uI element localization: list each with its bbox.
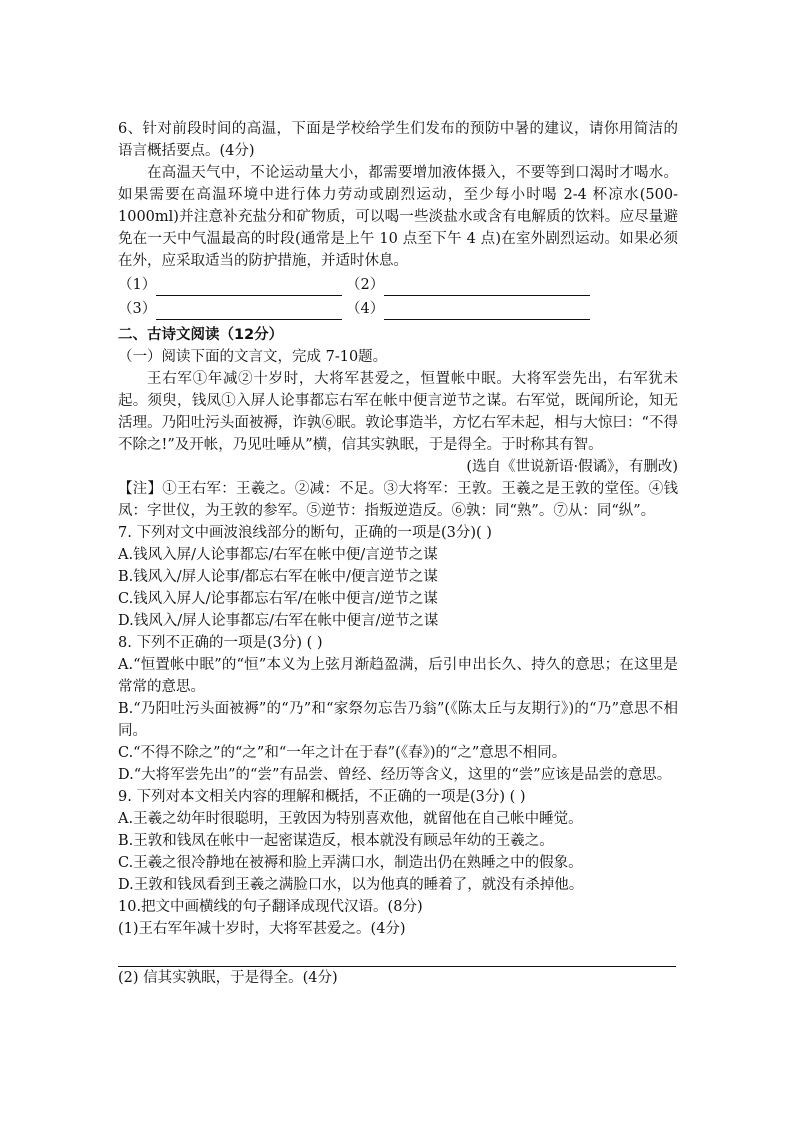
q8-option-a[interactable]: A.“恒置帐中眠”的“恒”本义为上弦月渐趋盈满，后引申出长久、持久的意思；在这里是常常的意思。 [118, 657, 678, 695]
q8-option-b[interactable]: B.“乃阳吐污头面被褥”的“乃”和“家祭勿忘告乃翁”(《陈太丘与友期行》)的“乃”意思不相同。 [118, 701, 678, 739]
q9-option-c[interactable]: C.王羲之很冷静地在被褥和脸上弄满口水，制造出仍在熟睡之中的假象。 [118, 855, 583, 871]
q8-option-c[interactable]: C.“不得不除之”的“之”和“一年之计在于春”(《春》)的“之”意思不相同。 [118, 745, 567, 761]
answer-blank-3[interactable] [156, 303, 342, 320]
q10-part-1: (1)王右军年减十岁时，大将军甚爱之。(4分) [118, 921, 406, 937]
q6-passage: 在高温天气中，不论运动量大小，都需要增加液体摄入，不要等到口渴时才喝水。如果需要在高温环境中进行体力劳动或剧烈运动，至少每小时喝 2-4 杯凉水(500-1000ml)并注意补充盐分和矿物质，可以喝一些淡盐水或含有电解质的饮料。应尽量避免在一天中气温最高的时段(通常是上午 10 点至下午 4 点)在室外剧烈运动。如果必须在外，应采取适当的防护措施，并适时休息。 [118, 165, 678, 269]
blank-label-2: （2） [346, 277, 385, 293]
q9-option-d[interactable]: D.王敦和钱凤看到王羲之满脸口水，以为他真的睡着了，就没有杀掉他。 [118, 877, 584, 893]
blank-label-3: （3） [118, 301, 157, 317]
section-heading: 二、古诗文阅读（12分） [118, 327, 284, 343]
q8-option-d[interactable]: D.“大将军尝先出”的“尝”有品尝、曾经、经历等含义，这里的“尝”应该是品尝的意思。 [118, 767, 672, 783]
blank-label-4: （4） [346, 301, 385, 317]
q9-stem: 9. 下列对本文相关内容的理解和概括，不正确的一项是(3分) ( ) [118, 789, 526, 805]
passage-source: (选自《世说新语·假谲》，有删改) [466, 459, 678, 475]
q10-stem: 10.把文中画横线的句子翻译成现代汉语。(8分) [118, 899, 423, 915]
q10-part-2: (2) 信其实孰眠，于是得全。(4分) [118, 970, 338, 986]
q7-stem: 7. 下列对文中画波浪线部分的断句，正确的一项是(3分)( ) [118, 525, 492, 541]
q7-option-d[interactable]: D.钱风入/屏人论事都忘/右军在帐中便言/逆节之谋 [118, 613, 439, 629]
q9-option-b[interactable]: B.王敦和钱凤在帐中一起密谋造反，根本就没有顾忌年幼的王羲之。 [118, 833, 554, 849]
classical-passage: 王右军①年减②十岁时，大将军甚爱之，恒置帐中眠。大将军尝先出，右军犹未起。须臾，钱凤①入屏人论事都忘右军在帐中便言逆节之谋。右军觉，既闻所论，知无活理。乃阳吐污头面被褥，诈孰⑥眠。敦论事造半，方忆右军未起，相与大惊曰：“不得不除之!”及开帐，乃见吐唾从”横，信其实孰眠，于是得全。于时称其有智。 [118, 371, 678, 453]
q10-answer-line-1[interactable] [118, 940, 676, 967]
q6-title: 6、针对前段时间的高温，下面是学校给学生们发布的预防中暑的建议，请你用简洁的语言概括要点。(4分) [118, 121, 678, 159]
q9-option-a[interactable]: A.王羲之幼年时很聪明，王敦因为特别喜欢他，就留他在自己帐中睡觉。 [118, 811, 583, 827]
q7-option-a[interactable]: A.钱风入屏/人论事都忘/右军在帐中便/言逆节之谋 [118, 547, 438, 563]
blank-label-1: （1） [118, 277, 157, 293]
q8-stem: 8. 下列不正确的一项是(3分) ( ) [118, 635, 323, 651]
section-subheading: （一）阅读下面的文言文，完成 7-10题。 [118, 349, 388, 365]
q6-blank-row-1 [118, 272, 678, 296]
q7-option-c[interactable]: C.钱风入屏人/论事都忘右军/在帐中便言/逆节之谋 [118, 591, 438, 607]
answer-blank-4[interactable] [384, 303, 590, 320]
answer-blank-2[interactable] [384, 279, 590, 296]
exam-page [118, 118, 678, 989]
answer-blank-1[interactable] [156, 279, 342, 296]
passage-note: 【注】①王右军：王羲之。②减：不足。③大将军：王敦。王羲之是王敦的堂侄。④钱凤：字世仪，为王敦的参军。⑤逆节：指叛逆造反。⑥孰：同“熟”。⑦从：同“纵”。 [118, 481, 678, 519]
q7-option-b[interactable]: B.钱风入/屏人论事/都忘右军在帐中/便言逆节之谋 [118, 569, 438, 585]
q6-blank-row-2 [118, 296, 678, 320]
